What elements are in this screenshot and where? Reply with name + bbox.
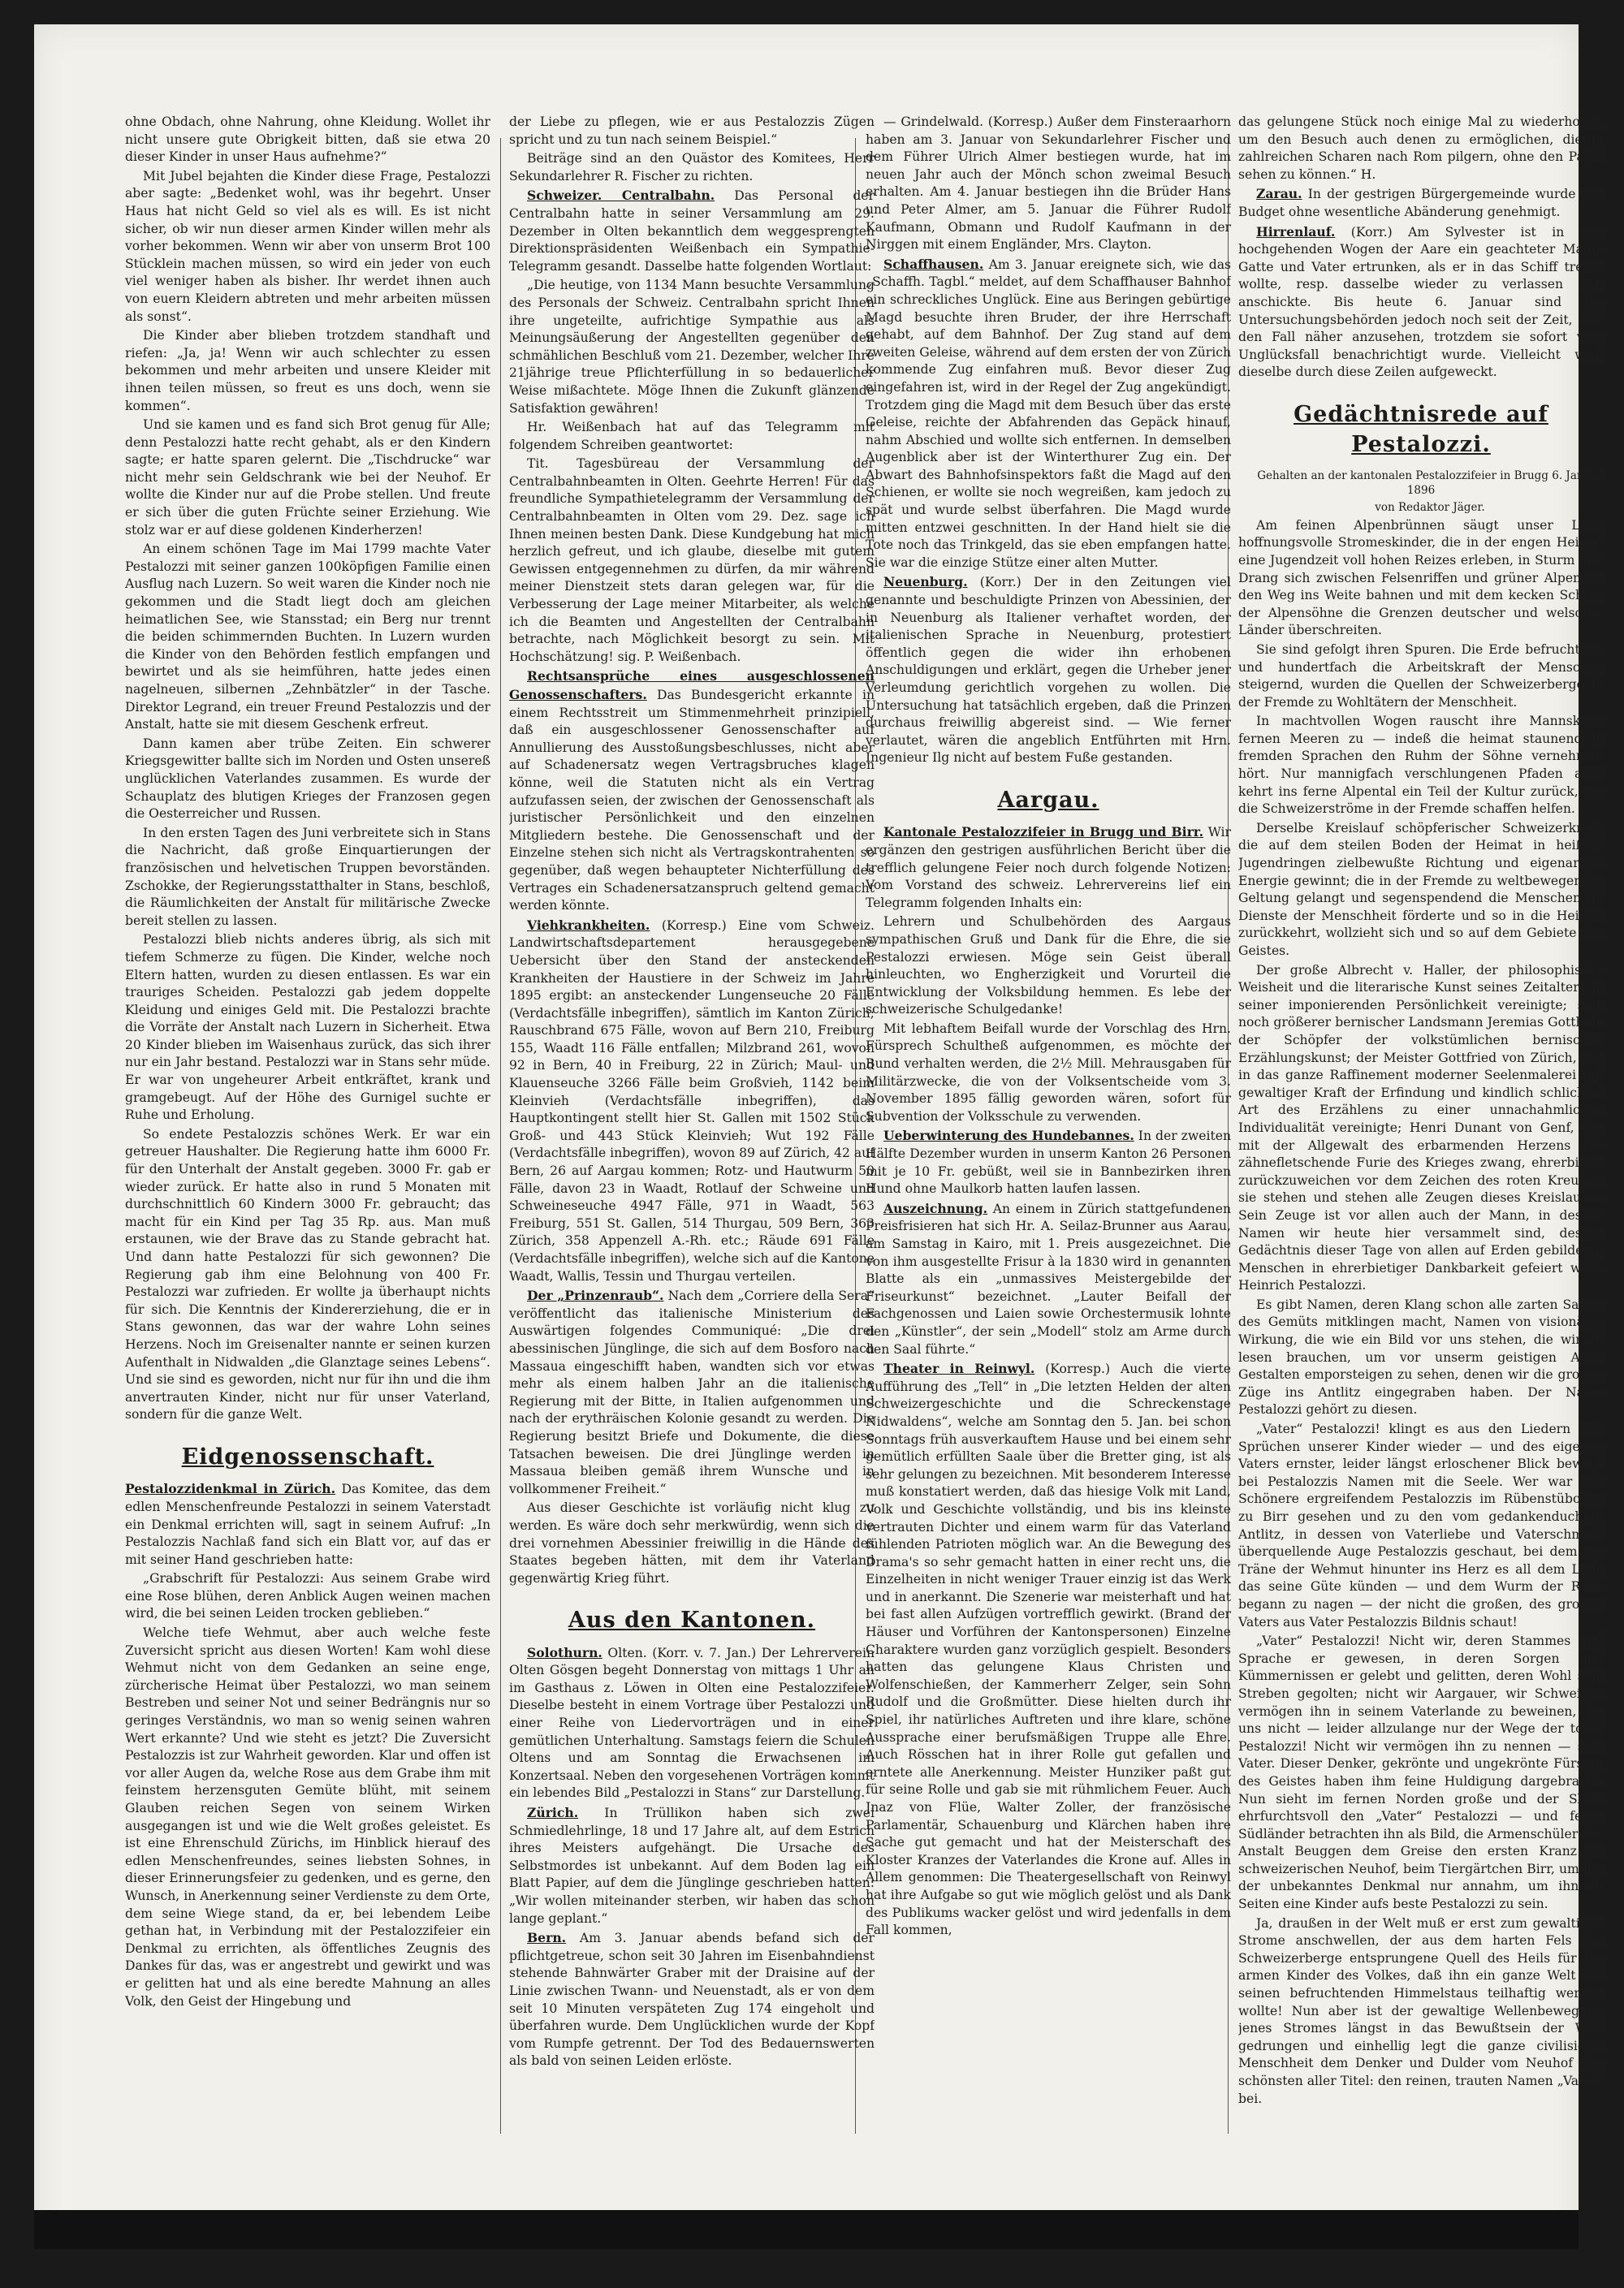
paragraph: Welche tiefe Wehmut, aber auch welche feste Zuversicht spricht aus diesen Worten! Kam wohl diese Wehmut nicht von dem Gedanken an seine enge, zürcherische Heimat über Pestalozzi, wo man seinem Bestreben und seiner Not und seiner Bedrängnis nur so geringes Verständnis, wo man so wenig seinen wahren Wert erkannte? Und wie steht es jetzt? Die Zuversicht Pestalozzis ist zur Wahrheit geworden. Klar und offen ist vor aller Augen da, welche Rose aus dem Grabe ihm mit feinstem herzensguten Gemüte blüht, mit seinem Glauben reichen Segen von seinem Wirken ausgegangen ist und wie die Welt großes geleistet. Es ist eine Ehrenschuld Zürichs, im Hinblick hierauf des edlen Menschenfreundes, seines liebsten Sohnes, in dieser Erinnerungsfeier zu gedenken, und es gerne, den Wunsch, in Anerkennung seiner Verdienste zu dem Orte, dem seine Wiege stand, da er, bei lebendem Leibe gethan hat, in Verbindung mit der Pestalozzifeier ein Denkmal zu errichten, als öffentliches Zeugnis des Dankes für das, was er angestrebt und gewirkt und was er gelitten hat und als eine beredte Mahnung an alles Volk, den Geist der Hingebung und: [125, 1625, 490, 2009]
paragraph: So endete Pestalozzis schönes Werk. Er war ein getreuer Haushalter. Die Regierung hatte ihm 6000 Fr. für den Unterhalt der Anstalt gegeben. 3000 Fr. gab er wieder zurück. Er hatte also in rund 5 Monaten mit durchschnittlich 60 Kindern 3000 Fr. gebraucht; das macht für ein Kind per Tag 35 Rp. aus. Man muß erstaunen, wie der Brave das zu Stande gebracht hat. Und dann hatte Pestalozzi für sich gewonnen? Die Regierung gab ihm eine Belohnung von 400 Fr. Pestalozzi war zufrieden. Er wollte ja überhaupt nichts für sich. Die Kenntnis der Kindererziehung, die er in Stans gewonnen, das war der wahre Lohn seines Herzens. Noch im Greisenalter nannte er seinen kurzen Aufenthalt in Nidwalden „die Glanztage seines Lebens“. Und sie sind es geworden, nicht nur für ihn und die ihm anvertrauten Kinder, nicht nur für unser Vaterland, sondern für die ganze Welt.: [125, 1126, 490, 1422]
article: [866, 1200, 1231, 1358]
paragraph: Hr. Weißenbach hat auf das Telegramm mit folgendem Schreiben geantwortet:: [509, 420, 875, 452]
paragraph: Pestalozzi blieb nichts anderes übrig, als sich mit tiefem Schmerze zu fügen. Die Kinder, welche noch Eltern hatten, wurden zu diesen entlassen. Es war ein trauriges Scheiden. Pestalozzi gab jedem doppelte Kleidung und einiges Geld mit. Die Pestalozzi brachte die Vorräte der Anstalt nach Luzern in Sicherheit. Etwa 20 Kinder blieben im Waisenhaus zurück, das sich ihrer nur ein Jahr bestand. Pestalozzi war in Stans sehr müde. Er war von ungeheurer Arbeit entkräftet, krank und gramgebeugt. Auf der Höhe des Gurnigel suchte er Ruhe und Erholung.: [125, 932, 490, 1123]
paragraph: Ja, draußen in der Welt muß er erst zum gewaltigen Strome anschwellen, der aus dem harten Fels der Schweizerberge entsprungene Quell des Heils für die armen Kinder des Volkes, daß ihn ein ganze Welt mit seinen befruchtenden Himmelstaus teilhaftig werden wollte! Nun aber ist der gewaltige Wellenbewegung jenes Stromes längst in das Bewußtsein der Welt gedrungen und einhellig legt die ganze civilisierte Menschheit dem Denker und Dulder vom Neuhof den schönsten aller Titel: den reinen, trauten Namen „Vater“ bei.: [1238, 1915, 1604, 2106]
article-lead: Bern.: [527, 1930, 567, 1946]
article-lead: Auszeichnung.: [883, 1200, 988, 1216]
article: [125, 1480, 490, 1569]
section-heading: Eidgenossenschaft.: [181, 1444, 434, 1470]
article: [866, 1360, 1231, 1940]
article-lead: Schaffhausen.: [883, 256, 984, 272]
paragraph: Derselbe Kreislauf schöpferischer Schweizerkraft, die auf dem steilen Boden der Heimat in heißem Jugendringen zielbewußte Richtung und eigenartige Energie gewinnt; die in der Fremde zu weltbewegender Geltung gelangt und segenspendend die Menschen im Dienste der Menschheit förderte und so in die Heimat zurückkehrt, wollzieht sich und so auf dem Gebiete des Geistes.: [1238, 820, 1604, 958]
article-lead: Der „Prinzenraub“.: [527, 1288, 664, 1304]
paragraph: Aus dieser Geschichte ist vorläufig nicht klug zu werden. Es wäre doch sehr merkwürdig, wenn sich die drei vornehmen Abessinier freiwillig in die Hände des Staates begeben hätten, mit dem ihr Vaterland gegenwärtig Krieg führt.: [509, 1500, 875, 1586]
column-2: [509, 114, 875, 2072]
paragraph: Die Kinder aber blieben trotzdem standhaft und riefen: „Ja, ja! Wenn wir auch schlechter zu essen bekommen und mehr arbeiten und unsere Kleider mit ihnen teilen müssen, so freut es uns doch, wenn sie kommen“.: [125, 328, 490, 413]
subheading: Gehalten an der kantonalen Pestalozzifeier in Brugg 6. Januar 1896: [1257, 468, 1603, 498]
paragraph: „Grabschrift für Pestalozzi: Aus seinem Grabe wird eine Rose blühen, deren Anblick Augen weinen machen wird, die bei seinen Leiden trocken geblieben.“: [125, 1571, 490, 1621]
article: [866, 256, 1231, 572]
paragraph: Am feinen Alpenbrünnen säugt unser Land hoffnungsvolle Stromeskinder, die in der engen Heimat eine Jugendzeit voll hohen Reizes erleben, in Sturm und Drang sich zwischen Felsenriffen und grüner Alpenflur den Weg ins Weite bahnen und mit dem kecken Schritt der Alpensöhne die Grenzen deutscher und welscher Länder überschreiten.: [1238, 517, 1604, 638]
article-text: In der gestrigen Bürgergemeinde wurde das Budget ohne wesentliche Abänderung genehmigt.: [1238, 187, 1604, 219]
article-text: Wir ergänzen den gestrigen ausführlichen Bericht über die trefflich gelungene Feier noch durch folgende Notizen: Vom Vorstand des schweiz. Lehrervereins lief ein Telegramm folgenden Inhalts ein:: [866, 825, 1231, 910]
article-text: Olten. (Korr. v. 7. Jan.) Der Lehrerverein Olten Gösgen begeht Donnerstag von mittags 1 Uhr an im Gasthaus z. Löwen in Olten eine Pestalozzifeier. Dieselbe besteht in einem Vortrage über Pestalozzi und einer Reihe von Liedervorträgen und in einer gemütlichen Unterhaltung. Samstags feiern die Schulen Oltens und am Sonntag die Erwachsenen im Konzertsaal. Neben den vorgesehenen Vorträgen kommt ein lebendes Bild „Pestalozzi in Stans“ zur Darstellung.: [509, 1645, 875, 1801]
article: [509, 1287, 875, 1498]
article-text: (Korr.) Der in den Zeitungen viel genannte und beschuldigte Prinzen von Abessinien, der in Neuenburg als Italiener verhaftet worden, der italienischen Sprache in Neuenburg, protestiert öffentlich gegen die wider ihn erhobenen Anschuldigungen und erklärt, gegen die Urheber jener Verleumdung gerichtlich vorgehen zu wollen. Die Untersuchung hat tatsächlich ergeben, daß die Prinzen durchaus freiwillig abgereist sind. — Wie ferner verlautet, wären die angeblich Entführten mit Hrn. Ingenieur Ilg nicht auf bestem Fuße gestanden.: [866, 575, 1231, 766]
article-text: In Trüllikon haben sich zwei Schmiedlehrlinge, 18 und 17 Jahre alt, auf dem Estrich ihres Meisters aufgehängt. Die Ursache des Selbstmordes ist unbekannt. Auf dem Boden lag ein Blatt Papier, auf dem die Jünglinge geschrieben hatten: „Wir wollen miteinander sterben, wir haben das schon lange geplant.“: [509, 1806, 875, 1926]
article-lead: Ueberwinterung des Hundebannes.: [883, 1128, 1134, 1144]
article: [509, 1804, 875, 1928]
article-lead: Theater in Reinwyl.: [883, 1361, 1035, 1377]
article: [509, 667, 875, 914]
article-text: (Korresp.) Auch die vierte Aufführung des „Tell“ in „Die letzten Helden der alten Schweizergeschichte und die Schreckenstage Nidwaldens“, welche am Sonntag den 5. Jan. bei schon Sonntags früh ausverkauftem Hause und bei einem sehr gemütlich erfüllten Saale über die Bretter ging, ist als sehr gelungen zu bezeichnen. Mit besonderem Interesse muß konstatiert werden, daß das hiesige Volk mit Land, Volk und Geschichte vollständig, und bis ins kleinste vertrauten Dichter und einem warm für das Vaterland fühlenden Patrioten möglich war. An die Bewegung des Drama's so sehr gemacht hatten in einer recht uns, die Einzelheiten in nicht weniger Trauer einzig ist das Werk und in anerkannt. Die Szenerie war meisterhaft und hat bei fast allen Aufzügen vortrefflich gewirkt. (Brand der Häuser und Vorführen der Kantonspersonen) Einzelne Charaktere wurden ganz vorzüglich gespielt. Besonders hatten das gelungene Klaus Christen und Wolfenschießen, der Kammerherr Zelger, sein Sohn Rudolf und die Großmütter. Diese hielten durch ihr Spiel, ihr natürliches Auftreten und ihre klare, schöne Aussprache einer berufsmäßigen Truppe alle Ehre. Auch Rösschen hat in ihrer Rolle gut gefallen und erntete alle Anerkennung. Meister Hunziker paßt gut für seine Rolle und gab sie mit rühmlichem Feuer. Auch Jnaz von Flüe, Walter Zoller, der französische Parlamentär, Schauenburg und Klärchen haben ihre Sache gut gemacht und hat der Meisterschaft des Kloster Kranzes der Vaterlandes die Krone auf. Alles in Allem genommen: Die Theatergesellschaft von Reinwyl hat ihre Aufgabe so gut wie möglich gelöst und als Dank des Publikums wacker gelöst und wird jedenfalls in dem Fall kommen,: [866, 1362, 1231, 1938]
article-lead: Schweizer. Centralbahn.: [527, 188, 715, 204]
article-lead: Hirrenlauf.: [1256, 223, 1336, 240]
paragraph: Mit lebhaftem Beifall wurde der Vorschlag des Hrn. Fürsprech Schultheß aufgenommen, es möchte der Bund verhalten werden, die 2½ Mill. Mehrausgaben für Militärzwecke, die von der Volksentscheide vom 3. November 1895 fällig geworden wären, sofort für Subvention der Volksschule zu verwenden.: [866, 1021, 1231, 1124]
article-text: Am 3. Januar abends befand sich der pflichtgetreue, schon seit 30 Jahren im Eisenbahndienst stehende Bahnwärter Graber mit der Draisine auf der Linie zwischen Twann- und Neuenstadt, als er von dem seit 10 Minuten verspäteten Zug 174 eingeholt und überfahren wurde. Dem Unglücklichen wurde der Kopf vom Rumpfe getrennt. Der Tod des Bedauernswerten als bald von seinen Leiden erlöste.: [509, 1931, 875, 2069]
section-heading: Gedächtnisrede auf Pestalozzi.: [1294, 401, 1548, 458]
article: [1238, 185, 1604, 221]
section-heading: Aargau.: [997, 787, 1099, 813]
article-text: (Korr.) Am Sylvester ist in den hochgehenden Wogen der Aare ein geachteter Mann, Gatte und Vater ertrunken, als er in das Schiff treten wollte, resp. dasselbe wieder zu verlassen sich anschickte. Bis heute 6. Januar sind die Untersuchungsbehörden jedoch noch seit der Zeit, sich den Fall näher anzusehen, trotzdem sie sofort vom Unglücksfall benachrichtigt wurde. Vielleicht wird dieselbe durch diese Zeilen aufgeweckt.: [1238, 224, 1604, 380]
paragraph: das gelungene Stück noch einige Mal zu wiederholen, um den Besuch auch denen zu ermöglichen, die in zahlreichen Scharen nach Rom pilgern, ohne den Papst sehen zu können.“ H.: [1238, 114, 1604, 182]
article-text: Nach dem „Corriere della Sera“ veröffentlicht das italienische Ministerium des Auswärtigen folgendes Communiqué: „Die drei abessinischen Jünglinge, die sich auf dem Bosforo nach Massaua eingeschifft haben, wandten sich vor etwas mehr als einem halben Jahr an die italienische Regierung mit der Bitte, in Italien aufgenommen und nach der erythräischen Kolonie gesandt zu werden. Die Regierung besitzt Briefe und Dokumente, die diese Tatsachen beweisen. Die drei Jünglinge werden in Massaua bleiben gemäß ihrem Wunsche und in vollkommener Freiheit.“: [509, 1289, 875, 1496]
article-lead: Kantonale Pestalozzifeier in Brugg und Birr.: [883, 824, 1204, 840]
article: [509, 1644, 875, 1802]
article: [509, 187, 875, 275]
article-text: (Korresp.) Eine vom Schweiz. Landwirtschaftsdepartement herausgegebene Uebersicht über den Stand der ansteckenden Krankheiten der Haustiere in der Schweiz im Jahre 1895 ergibt: an ansteckender Lungenseuche 20 Fälle (Verdachtsfälle inbegriffen), sämtlich im Kanton Zürich; Rauschbrand 675 Fälle, wovon auf Bern 210, Freiburg 155, Waadt 116 Fälle entfallen; Milzbrand 261, wovon 92 in Bern, 40 in Freiburg, 22 in Zürich; Maul- und Klauenseuche 3266 Fälle beim Großvieh, 1142 beim Kleinvieh (Verdachtsfälle inbegriffen), das Hauptkontingent stellt hier St. Gallen mit 1502 Stück Groß- und 443 Stück Kleinvieh; Wut 192 Fälle (Verdachtsfälle inbegriffen), wovon 89 auf Zürich, 42 auf Bern, 26 auf Aargau kommen; Rotz- und Hautwurm 50 Fälle, davon 23 in Waadt, Rotlauf der Schweine und Schweineseuche 4947 Fälle, 971 in Waadt, 563 Freiburg, 551 St. Gallen, 514 Thurgau, 509 Bern, 363 Zürich, 358 Appenzell A.-Rh. etc.; Räude 691 Fälle (Verdachtsfälle inbegriffen), welche sich auf die Kantone Waadt, Wallis, Tessin und Thurgau verteilen.: [509, 917, 875, 1284]
column-1: [125, 114, 490, 2012]
paragraph: Mit Jubel bejahten die Kinder diese Frage, Pestalozzi aber sagte: „Bedenket wohl, was ihr begehrt. Unser Haus hat nicht Geld so viel als es will. Es ist nicht sicher, ob wir nun dieser armen Kinder willen mehr als vorher bekommen. Wenn wir aber von unserm Brot 100 Stücklein machen müssen, so wird ein jeder von euch viel weniger haben als bisher. Ihr werdet ihnen auch von euern Kleidern abtreten und mehr arbeiten müssen als sonst“.: [125, 168, 490, 324]
section-heading: Aus den Kantonen.: [568, 1608, 816, 1634]
article: [509, 1929, 875, 2070]
paragraph: Tit. Tagesbüreau der Versammlung der Centralbahnbeamten in Olten. Geehrte Herren! Für das freundliche Sympathietelegramm der Versammlung der Centralbahnbeamten in Olten vom 29. Dez. sage ich Ihnen meinen besten Dank. Diese Kundgebung hat mich herzlich gefreut, und ich glaube, dieselbe mit gutem Gewissen entgegennehmen zu dürfen, da mir während meiner Dienstzeit stets daran gelegen war, für die Verbesserung der Lage meiner Mitarbeiter, als welche ich die Beamten und Angestellten der Centralbahn betrachte, nach Möglichkeit besorgt zu sein. Mit Hochschätzung! sig. P. Weißenbach.: [509, 456, 875, 664]
article-text: In der zweiten Hälfte Dezember wurden in unserm Kanton 26 Personen mit je 10 Fr. gebüßt, weil sie in Bannbezirken ihren Hund ohne Maulkorb hatten laufen lassen.: [866, 1129, 1231, 1197]
article-text: Am 3. Januar ereignete sich, wie das „Schaffh. Tagbl.“ meldet, auf dem Schaffhauser Bahnhof ein schreckliches Unglück. Eine aus Beringen gebürtige Magd besuchte ihren Bruder, der ihre Herrschaft gehabt, auf dem Bahnhof. Der Zug stand auf dem zweiten Geleise, während auf dem ersten der von Zürich kommende Zug einfahren muß. Bevor dieser Zug eingefahren ist, wird in der Regel der Zug angekündigt. Trotzdem ging die Magd mit dem Besuch über das erste Geleise, reichte der Abfahrenden das Gepäck hinauf, nahm Abschied und wollte sich entfernen. In demselben Augenblick aber ist der Winterthurer Zug ein. Der Abwart des Bahnhofsinspektors faßt die Magd auf den Schienen, er wollte sie noch wegreißen, kam jedoch zu spät und wurde selbst überfahren. Die Magd wurde mitten entzwei geschnitten. In der Hand hielt sie die Tote noch das Trinkgeld, das sie eben empfangen hatte. Sie war die einzige Stütze einer alten Mutter.: [866, 257, 1231, 570]
paragraph: Beiträge sind an den Quästor des Komitees, Herr Sekundarlehrer R. Fischer zu richten.: [509, 151, 875, 183]
author-line: von Redaktor Jäger.: [1375, 501, 1485, 515]
article-lead: Neuenburg.: [883, 574, 968, 590]
paragraph: Dann kamen aber trübe Zeiten. Ein schwerer Kriegsgewitter ballte sich im Norden und Osten unsereß unglücklichen Vaterlandes zusammen. Es wurde der Schauplatz des blutigen Krieges der Franzosen gegen die Oesterreicher und Russen.: [125, 736, 490, 822]
paragraph: „Vater“ Pestalozzi! klingt es aus den Liedern und Sprüchen unserer Kinder wieder — und des eigenen Vaters ernster, leider längst erloschener Blick bewegt bei Pestalozzis Namen mit die Seele. Wer war der Schönere ergreifendem Pestalozzis im Rübenstübchen zu Birr gesehen und zu den vom gedankenduchten Antlitz, in dessen von Vaterliebe und Vaterschmerz überquellende Auge Pestalozzis geschaut, bei dem die Träne der Wehmut hinunter ins Herz es all dem Leib, das seine Güte künden — und dem Wurm der Reue begann zu nagen — der nicht die großen, des großen Vaters aus Vater Pestalozzis Bildnis schaut!: [1238, 1422, 1604, 1630]
column-3: [866, 114, 1231, 1941]
paragraph: ohne Obdach, ohne Nahrung, ohne Kleidung. Wollet ihr nicht unsere gute Obrigkeit bitten, daß sie etwa 20 dieser Kinder in unser Haus aufnehme?“: [125, 114, 490, 165]
paragraph: Es gibt Namen, deren Klang schon alle zarten Saiten des Gemüts mitklingen macht, Namen von visionärer Wirkung, die wie ein Bild vor uns stehen, die wir zu lesen brauchen, um vor unserm geistigen Auge Gestalten emporsteigen zu sehen, denen wir die großen Züge ins Antlitz eingegraben haben. Der Name Pestalozzi gehört zu diesen.: [1238, 1297, 1604, 1418]
paragraph: Und sie kamen und es fand sich Brot genug für Alle; denn Pestalozzi hatte recht gehabt, als er den Kindern sagte; er hatte sparen gelernt. Die „Tischdrucke“ war nicht mehr sein Geldschrank wie bei der Neuhof. Er wollte die Kinder nur auf die Probe stellen. Und freute er sich über die guten Früchte seiner Erziehung. Wie stolz war er auf diese goldenen Kinderherzen!: [125, 417, 490, 537]
article-lead: Pestalozzidenkmal in Zürich.: [125, 1481, 336, 1497]
article: [866, 573, 1231, 767]
article-lead: Viehkrankheiten.: [527, 917, 650, 933]
article-text: Das Bundesgericht erkannte in einem Rechtsstreit um Stimmenmehrheit prinzipiell, daß ein ausgeschlossener Genossenschafter auf Annullierung des Ausstoßungsbeschlusses, nicht aber auf Schadenersatz wegen Vertragsbruches klagen könne, weil die Statuten nicht als ein Vertrag aufzufassen seien, der zwischen der Genossenschaft als juristischer Persönlichkeit und den einzelnen Mitgliedern bestehe. Die Genossenschaft und der Einzelne stehen sich nicht als Vertragskontrahenten so gegenüber, daß wegen behaupteter Nichterfüllung des Vertrages ein Schadenersatzanspruch geltend gemacht werden könnte.: [509, 688, 875, 913]
paragraph: „Die heutige, von 1134 Mann besuchte Versammlung des Personals der Schweiz. Centralbahn spricht Ihnen ihre ungeteilte, aufrichtige Sympathie aus als Meinungsäußerung der Angestellten gegenüber den schmählichen Beschluß vom 21. Dezember, welcher Ihre 21jährige treue Pflichterfüllung in so bedauerlicher Weise mißachtete. Möge Ihnen die Zukunft glänzende Satisfaktion gewähren!: [509, 278, 875, 416]
article: [1238, 223, 1604, 382]
column-rule: [500, 138, 501, 2134]
article: [509, 917, 875, 1285]
paragraph: Lehrern und Schulbehörden des Aargaus sympathischen Gruß und Dank für die Ehre, die sie Pestalozzi erwiesen. Möge sein Geist überall hinleuchten, wo Engherzigkeit und Vorurteil die Entwicklung der Volksbildung hemmen. Es lebe der schweizerische Schulgedanke!: [866, 914, 1231, 1017]
article: [866, 823, 1231, 912]
paragraph: — Grindelwald. (Korresp.) Außer dem Finsteraarhorn haben am 3. Januar von Sekundarlehrer Fischer und dem Führer Ulrich Almer bestiegen wurde, hat im neuen Jahr auch der Mönch schon zweimal Besuch erhalten. Am 4. Januar bestiegen ihn die Brüder Hans und Peter Almer, am 5. Januar die Führer Rudolf Kaufmann, Obmann und Rudolf Kaufmann in der Nirggen mit einem Engländer, Mrs. Clayton.: [866, 114, 1231, 253]
paragraph: Sie sind gefolgt ihren Spuren. Die Erde befruchtend und hundertfach die Arbeitskraft der Menschen steigernd, wurden die Quellen der Schweizerberge in der Fremde zu Wohltätern der Menschheit.: [1238, 641, 1604, 710]
article-lead: Zürich.: [527, 1805, 579, 1821]
article-lead: Rechtsansprüche eines ausgeschlossenen Genossenschafters.: [509, 668, 875, 702]
article-lead: Solothurn.: [527, 1644, 603, 1660]
article-text: Das Personal der Centralbahn hatte in seiner Versammlung am 29. Dezember in Olten bekanntlich dem weggesprengten Direktionspräsidenten Weißenbach ein Sympathie-Telegramm gesandt. Dasselbe hatte folgenden Wortlaut:: [509, 188, 875, 274]
paragraph: der Liebe zu pflegen, wie er aus Pestalozzis Zügen spricht und zu tun nach seinem Beispiel.“: [509, 114, 875, 147]
paragraph: An einem schönen Tage im Mai 1799 machte Vater Pestalozzi mit seiner ganzen 100köpfigen Familie einen Ausflug nach Luzern. So weit waren die Kinder noch nie gekommen und die Stadt liegt doch am gleichen heimatlichen See, wie Stansstad; ein Berg nur trennt die beiden schimmernden Buchten. In Luzern wurden die Kinder von den Behörden festlich empfangen und bewirtet und als sie heimführen, hatte jedes einen nagelneuen, silbernen „Zehnbätzler“ in der Tasche. Direktor Legrand, ein treuer Freund Pestalozzis und der Anstalt, hatte sie mit diesem Geschenk erfreut.: [125, 542, 490, 732]
article-lead: Zarau.: [1256, 186, 1302, 202]
paragraph: In machtvollen Wogen rauscht ihre Mannskraft fernen Meeren zu — indeß die heimat staunend in fremden Sprachen den Ruhm der Söhne vernehmen hört. Nur mannigfach verschlungenen Pfaden aber kehrt ins ferne Alpental ein Teil der Kultur zurück, die die Schweizerströme in der Fremde schaffen helfen.: [1238, 714, 1604, 817]
article-text: Das Komitee, das dem edlen Menschenfreunde Pestalozzi in seinem Vaterstadt ein Denkmal errichten will, sagt in seinem Aufruf: „In Pestalozzis Nachlaß fand sich ein Blatt vor, auf das er mit seiner Hand geschrieben hatte:: [125, 1482, 490, 1567]
article: [866, 1127, 1231, 1198]
paragraph: In den ersten Tagen des Juni verbreitete sich in Stans die Nachricht, daß große Einquartierungen der französischen und helvetischen Truppen bevorständen. Zschokke, der Regierungsstatthalter in Stans, beschloß, die Räumlichkeiten der Anstalt für militärische Zwecke bereit stellen zu lassen.: [125, 825, 490, 928]
article-text: An einem in Zürich stattgefundenen Preisfrisieren hat sich Hr. A. Seilaz-Brunner aus Aarau, am Samstag in Kairo, mit 1. Preis ausgezeichnet. Die von ihm ausgestellte Frisur à la 1830 wird in genannten Blatte als ein „unmassives Meistergebilde der Friseurkunst“ bezeichnet. „Lauter Beifall der Fachgenossen und Laien sowie Orchestermusik lohnte den „Künstler“, der sein „Modell“ stolz am Arme durch den Saal führte.“: [866, 1201, 1231, 1357]
column-4: [1238, 114, 1604, 2109]
paragraph: „Vater“ Pestalozzi! Nicht wir, deren Stammes und Sprache er gewesen, in deren Sorgen und Kümmernissen er gelebt und gelitten, deren Wohl sein Streben gegolten; nicht wir Aargauer, wir Schweizer, vermögen ihn in seinem Vaterlande zu beweinen, bei uns nicht — leider allzulange nur der Wege der toten Pestalozzi! Nicht wir vermögen ihn zu nennen — sein Vater. Dieser Denker, gekrönte und ungekrönte Fürsten des Geistes haben ihm feine Huldigung dargebracht. Nun sieht im fernen Norden große und der Slave ehrfurchtsvoll den „Vater“ Pestalozzi — und ferne Südländer betrachten ihn als Bild, die Armenschüler der Anstalt Beuggen dem Greise den ersten Kranz im schweizerischen Neuhof, beim Tiergärtchen Birr, um ihn der unbekanntes Denkmal nur annahm, um ihn zu Seiten eine Kinder aufs beste Pestalozzi zu sein.: [1238, 1634, 1604, 1912]
scan-border: [34, 2210, 1579, 2249]
paragraph: Der große Albrecht v. Haller, der philosophische Weisheit und die literarische Kunst seines Zeitalters in seiner imponierenden Persönlichkeit vereinigte; sein noch größerer bernischer Landsmann Jeremias Gotthelf, der Schöpfer der volkstümlichen bernischen Erzählungskunst; der Meister Gottfried von Zürich, der in das ganze Raffinement moderner Seelenmalerei mit gewaltiger Kraft der Erfindung und kindlich schlichter Art des Erzählens zu einer unnachahmlichen Individualität vereinigte; Henri Dunant von Genf, der mit der Allgewalt des erbarmenden Herzens die zähnefletschende Furie des Krieges zwang, ehrerbietig zurückzuweichen vor dem Zeichen des roten Kreuzes: sie stehen und stehen alle Zeugen dieses Kreislaufes. Sein Zeuge ist vor allen auch der Mann, in dessen Namen wir heute hier versammelt sind, dessen Gedächtnis dieser Tage von allen auf Erden gebildeten Menschen in ehrerbietiger Dankbarkeit gefeiert wird: Heinrich Pestalozzi.: [1238, 962, 1604, 1293]
